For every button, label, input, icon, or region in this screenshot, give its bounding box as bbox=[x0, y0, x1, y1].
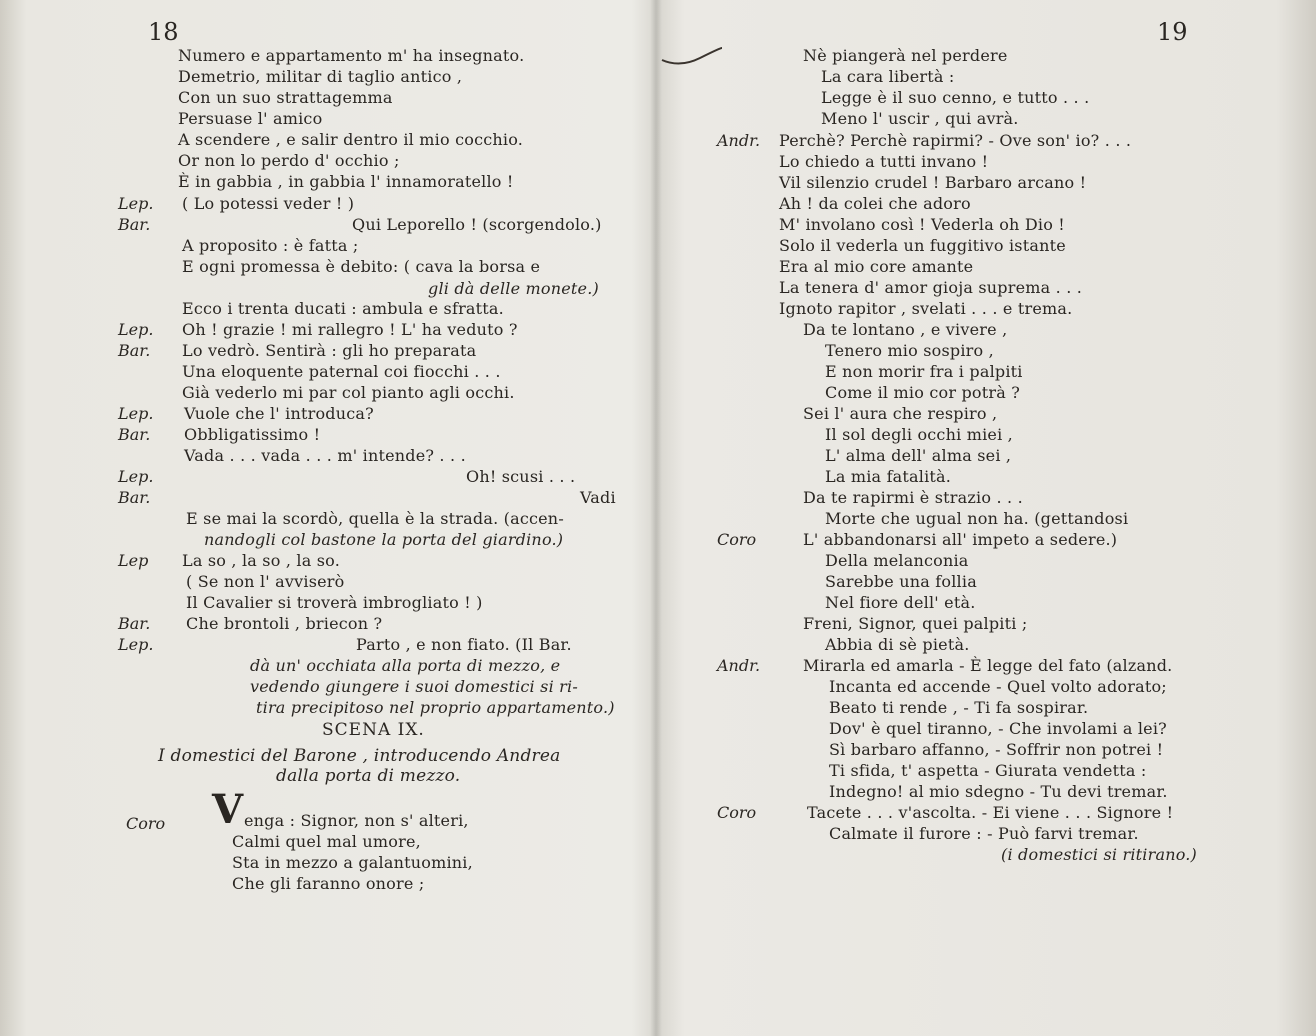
text-line: Legge è il suo cenno, e tutto . . . bbox=[821, 88, 1090, 107]
verse-line: Che gli faranno onore ; bbox=[232, 874, 425, 893]
text-line: Numero e appartamento m' ha insegnato. bbox=[178, 46, 525, 65]
text-line: Meno l' uscir , qui avrà. bbox=[821, 109, 1019, 128]
text-line: Freni, Signor, quei palpiti ; bbox=[803, 614, 1028, 633]
text-line: M' involano così ! Vederla oh Dio ! bbox=[779, 215, 1065, 234]
text-line: Nè piangerà nel perdere bbox=[803, 46, 1008, 65]
text-line: gli dà delle monete.) bbox=[428, 279, 599, 298]
text-line: Della melanconia bbox=[825, 551, 969, 570]
text-line: Indegno! al mio sdegno - Tu devi tremar. bbox=[829, 782, 1168, 801]
text-line: E se mai la scordò, quella è la strada. (accen- bbox=[186, 509, 564, 528]
text-line: ( Lo potessi veder ! ) bbox=[182, 194, 355, 213]
text-line: dà un' occhiata alla porta di mezzo, e bbox=[250, 656, 561, 675]
scene-description: I domestici del Barone , introducendo Andrea bbox=[158, 746, 561, 766]
left-page bbox=[0, 0, 655, 1036]
text-line: ( Se non l' avviserò bbox=[186, 572, 345, 591]
page-number: 19 bbox=[1157, 18, 1188, 46]
scene-description: dalla porta di mezzo. bbox=[276, 766, 461, 786]
right-page bbox=[657, 0, 1316, 1036]
text-line: Vuole che l' introduca? bbox=[184, 404, 374, 423]
text-line: Incanta ed accende - Quel volto adorato; bbox=[829, 677, 1167, 696]
text-line: Ti sfida, t' aspetta - Giurata vendetta : bbox=[829, 761, 1147, 780]
speaker-label: Bar. bbox=[118, 425, 151, 444]
text-line: La tenera d' amor gioja suprema . . . bbox=[779, 278, 1083, 297]
text-line: La mia fatalità. bbox=[825, 467, 952, 486]
drop-cap: V bbox=[212, 786, 244, 833]
speaker-label: Lep. bbox=[118, 635, 154, 654]
text-line: Persuase l' amico bbox=[178, 109, 323, 128]
text-line: nandogli col bastone la porta del giardino.) bbox=[204, 530, 564, 549]
text-line: E ogni promessa è debito: ( cava la borsa e bbox=[182, 257, 541, 276]
text-line: A scendere , e salir dentro il mio cocchio. bbox=[178, 130, 524, 149]
text-line: Oh ! grazie ! mi rallegro ! L' ha veduto ? bbox=[182, 320, 518, 339]
text-line: Sei l' aura che respiro , bbox=[803, 404, 998, 423]
text-line: Da te lontano , e vivere , bbox=[803, 320, 1008, 339]
text-line: Demetrio, militar di taglio antico , bbox=[178, 67, 463, 86]
speaker-label: Lep. bbox=[118, 194, 154, 213]
text-line: Ignoto rapitor , svelati . . . e trema. bbox=[779, 299, 1073, 318]
text-line: L' alma dell' alma sei , bbox=[825, 446, 1012, 465]
verse-line: Sta in mezzo a galantuomini, bbox=[232, 853, 473, 872]
speaker-label: Lep. bbox=[118, 467, 154, 486]
text-line: Con un suo strattagemma bbox=[178, 88, 393, 107]
text-line: vedendo giungere i suoi domestici si ri- bbox=[250, 677, 578, 696]
text-line: Tacete . . . v'ascolta. - Ei viene . . . Signore ! bbox=[807, 803, 1174, 822]
text-line: La cara libertà : bbox=[821, 67, 955, 86]
text-line: Morte che ugual non ha. (gettandosi bbox=[825, 509, 1129, 528]
text-line: Come il mio cor potrà ? bbox=[825, 383, 1021, 402]
scene-title: SCENA IX. bbox=[322, 720, 425, 740]
text-line: Abbia di sè pietà. bbox=[825, 635, 970, 654]
text-line: Tenero mio sospiro , bbox=[825, 341, 994, 360]
text-line: Qui Leporello ! (scorgendolo.) bbox=[352, 215, 602, 234]
text-line: Da te rapirmi è strazio . . . bbox=[803, 488, 1023, 507]
speaker-label: Lep. bbox=[118, 320, 154, 339]
text-line: Era al mio core amante bbox=[779, 257, 974, 276]
verse-line: enga : Signor, non s' alteri, bbox=[244, 811, 469, 830]
speaker-label: Lep. bbox=[118, 404, 154, 423]
text-line: È in gabbia , in gabbia l' innamoratello ! bbox=[178, 172, 514, 191]
verse-line: Calmi quel mal umore, bbox=[232, 832, 421, 851]
text-line: Vil silenzio crudel ! Barbaro arcano ! bbox=[779, 173, 1087, 192]
text-line: Ecco i trenta ducati : ambula e sfratta. bbox=[182, 299, 504, 318]
speaker-label: Bar. bbox=[118, 614, 151, 633]
text-line: Ah ! da colei che adoro bbox=[779, 194, 971, 213]
text-line: Vada . . . vada . . . m' intende? . . . bbox=[184, 446, 466, 465]
speaker-label: Andr. bbox=[717, 131, 761, 150]
text-line: Calmate il furore : - Può farvi tremar. bbox=[829, 824, 1139, 843]
text-line: L' abbandonarsi all' impeto a sedere.) bbox=[803, 530, 1118, 549]
text-line: A proposito : è fatta ; bbox=[182, 236, 359, 255]
text-line: Il Cavalier si troverà imbrogliato ! ) bbox=[186, 593, 483, 612]
text-line: Parto , e non fiato. (Il Bar. bbox=[356, 635, 572, 654]
text-line: tira precipitoso nel proprio appartamento.) bbox=[256, 698, 615, 717]
speaker-label: Coro bbox=[717, 530, 757, 549]
speaker-label: Bar. bbox=[118, 215, 151, 234]
speaker-label: Bar. bbox=[118, 341, 151, 360]
text-line: Or non lo perdo d' occhio ; bbox=[178, 151, 400, 170]
speaker-label: Andr. bbox=[717, 656, 761, 675]
text-line: Dov' è quel tiranno, - Che involami a lei? bbox=[829, 719, 1167, 738]
text-line: Solo il vederla un fuggitivo istante bbox=[779, 236, 1066, 255]
text-line: Una eloquente paternal coi fiocchi . . . bbox=[182, 362, 501, 381]
speaker-label: Coro bbox=[717, 803, 757, 822]
page-number: 18 bbox=[148, 18, 179, 46]
speaker-label: Bar. bbox=[118, 488, 151, 507]
text-line: E non morir fra i palpiti bbox=[825, 362, 1023, 381]
text-line: Mirarla ed amarla - È legge del fato (alzand. bbox=[803, 656, 1173, 675]
text-line: Perchè? Perchè rapirmi? - Ove son' io? . . . bbox=[779, 131, 1132, 150]
text-line: Sarebbe una follia bbox=[825, 572, 977, 591]
text-line: Già vederlo mi par col pianto agli occhi. bbox=[182, 383, 515, 402]
text-line: La so , la so , la so. bbox=[182, 551, 340, 570]
text-line: Beato ti rende , - Ti fa sospirar. bbox=[829, 698, 1089, 717]
text-line: Lo vedrò. Sentirà : gli ho preparata bbox=[182, 341, 477, 360]
text-line: Oh! scusi . . . bbox=[466, 467, 576, 486]
text-line: Vadi bbox=[580, 488, 616, 507]
text-line: Nel fiore dell' età. bbox=[825, 593, 976, 612]
text-line: Obbligatissimo ! bbox=[184, 425, 321, 444]
speaker-label: Coro bbox=[126, 814, 166, 833]
text-line: Il sol degli occhi miei , bbox=[825, 425, 1013, 444]
text-line: Che brontoli , briecon ? bbox=[186, 614, 383, 633]
text-line: Sì barbaro affanno, - Soffrir non potrei ! bbox=[829, 740, 1164, 759]
text-line: Lo chiedo a tutti invano ! bbox=[779, 152, 989, 171]
text-line: (i domestici si ritirano.) bbox=[1001, 845, 1197, 864]
speaker-label: Lep bbox=[118, 551, 149, 570]
